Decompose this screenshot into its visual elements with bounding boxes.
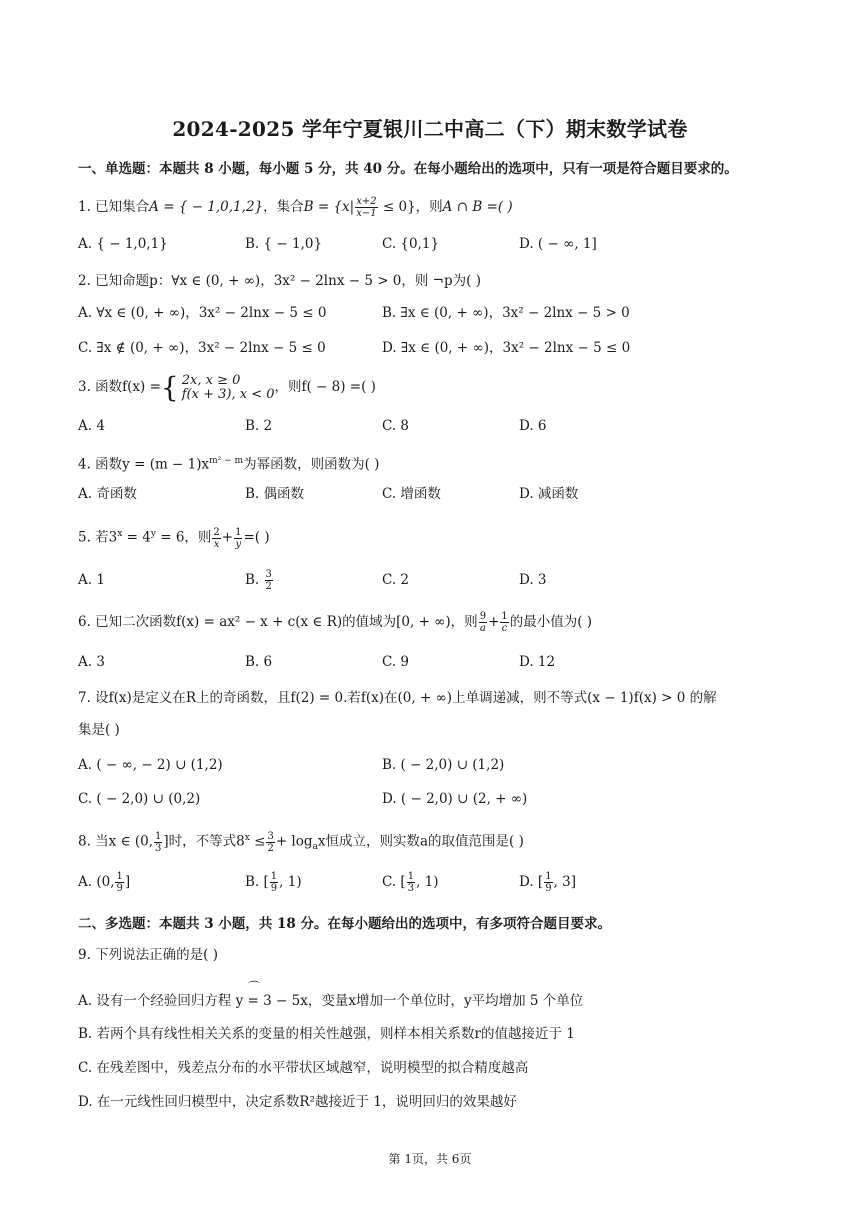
q6-option-a: A. 3 [78,654,105,670]
q1-option-b: B. { − 1,0} [245,236,323,252]
section-heading-multiple-choice: 二、多选题：本题共 3 小题，共 18 分。在每小题给出的选项中，有多项符合题目要求。 [78,916,611,932]
fraction: $\frac{1}{3}$ [407,871,415,894]
q8-option-d: D. [ $\frac{1}{9}$ , 3] [519,871,577,894]
q2-option-b: B. ∃x ∈ (0, + ∞)，3x² − 2lnx − 5 > 0 [382,305,630,321]
fraction: $\frac{1}{3}$ [155,830,162,854]
q2-option-c: C. ∃x ∉ (0, + ∞)，3x² − 2lnx − 5 ≤ 0 [78,340,326,356]
q3-option-b: B. 2 [245,418,273,434]
q2-option-d: D. ∃x ∈ (0, + ∞)，3x² − 2lnx − 5 ≤ 0 [382,340,631,356]
question-4-stem: 4. 函数$y = (m - 1)x^{m^2 - m}$为幂函数，则函数为( ) [78,456,380,473]
question-7-stem-line2: 集是( ) [78,722,120,738]
fraction: $\frac{1}{9}$ [116,871,123,894]
q9-option-b: B. 若两个具有线性相关关系的变量的相关性越强，则样本相关系数r的值越接近于 1 [78,1026,575,1042]
fraction: $\frac{2}{x}$ [213,526,220,550]
q8-option-a: A. (0, $\frac{1}{9}$ ] [78,871,131,894]
q9-option-c: C. 在残差图中，残差点分布的水平带状区域越窄，说明模型的拟合精度越高 [78,1060,529,1076]
q6-option-b: B. 6 [245,654,273,670]
q5-option-a: A. 1 [78,572,105,588]
q7-option-b: B. ( − 2,0) ∪ (1,2) [382,757,505,773]
hat-accent: ⌒ [248,980,261,994]
q4-option-b: B. 偶函数 [245,486,305,502]
fraction: $\frac{1}{y}$ [235,526,242,550]
question-3-stem: 3. 函数f(x) = { 2x, x ≥ 0 f(x + 3), x < 0 ，则f( − 8) =( ) [78,370,376,404]
q1-option-c: C. {0,1} [382,236,440,252]
q5-option-c: C. 2 [382,572,410,588]
fraction: $\frac{3}{2}$ [265,569,272,592]
q4-option-a: A. 奇函数 [78,486,137,502]
q1-option-d: D. ( − ∞, 1] [519,236,597,252]
question-5-stem: 5. 若$3^x = 4^y = 6$，则 $\frac{2}{x}$ + $\frac{1}{y}$ =( ) [78,526,270,550]
q1-option-a: A. { − 1,0,1} [78,236,168,252]
fraction: $\frac{x+2}{x-1}$ [356,196,377,219]
q7-option-a: A. ( − ∞, − 2) ∪ (1,2) [78,757,223,773]
q8-option-c: C. [ $\frac{1}{3}$ , 1) [382,871,439,894]
q4-option-c: C. 增函数 [382,486,441,502]
q3-option-c: C. 8 [382,418,410,434]
question-8-stem: 8. 当x ∈ (0, $\frac{1}{3}$ ]时，不等式$8^x$ ≤ $\frac{3}{2}$ + $\log_ax$恒成立，则实数a的取值范围是( ) [78,830,524,854]
q6-option-c: C. 9 [382,654,410,670]
section-heading-single-choice: 一、单选题：本题共 8 小题，每小题 5 分，共 40 分。在每小题给出的选项中，只有一项是符合题目要求的。 [78,161,738,177]
question-9-stem: 9. 下列说法正确的是( ) [78,947,218,963]
q5-option-d: D. 3 [519,572,547,588]
page-title: 2024-2025 学年宁夏银川二中高二（下）期末数学试卷 [172,117,688,141]
q5-option-b: B. $\frac{3}{2}$ [245,569,272,592]
fraction: $\frac{1}{9}$ [545,871,552,894]
q4-option-d: D. 减函数 [519,486,579,502]
fraction: $\frac{1}{c}$ [501,611,508,634]
page-footer: 第 1页，共 6页 [388,1152,472,1166]
q9-option-d: D. 在一元线性回归模型中，决定系数R²越接近于 1，说明回归的效果越好 [78,1094,517,1110]
question-7-stem-line1: 7. 设f(x)是定义在R上的奇函数，且f(2) = 0.若f(x)在(0, + ∞)上单调递减，则不等式(x − 1)f(x) > 0 的解 [78,690,717,706]
piecewise-function: { 2x, x ≥ 0 f(x + 3), x < 0 [160,370,275,404]
fraction: $\frac{9}{a}$ [479,611,487,634]
q2-option-a: A. ∀x ∈ (0, + ∞)，3x² − 2lnx − 5 ≤ 0 [78,305,327,321]
q7-option-c: C. ( − 2,0) ∪ (0,2) [78,791,201,807]
q8-option-b: B. [ $\frac{1}{9}$ , 1) [245,871,302,894]
q3-option-a: A. 4 [78,418,105,434]
question-1-stem: 1. 已知集合A = { − 1,0,1,2}，集合B = {x| $\frac{x+2}{x-1}$ ≤ 0}，则A ∩ B =( ) [78,196,513,219]
q9-option-a: A. 设有一个经验回归方程 y = 3 − 5x，变量x增加一个单位时，y平均增加 5 个单位 [78,993,584,1009]
q6-option-d: D. 12 [519,654,556,670]
q7-option-d: D. ( − 2,0) ∪ (2, + ∞) [382,791,528,807]
question-2-stem: 2. 已知命题p：∀x ∈ (0, + ∞)，3x² − 2lnx − 5 > 0，则 ¬p为( ) [78,273,481,289]
q3-option-d: D. 6 [519,418,547,434]
fraction: $\frac{1}{9}$ [270,871,278,894]
fraction: $\frac{3}{2}$ [267,830,274,854]
question-6-stem: 6. 已知二次函数f(x) = ax² − x + c(x ∈ R)的值域为[0, + ∞)，则 $\frac{9}{a}$ + $\frac{1}{c}$ 的最小值为( ) [78,611,593,634]
